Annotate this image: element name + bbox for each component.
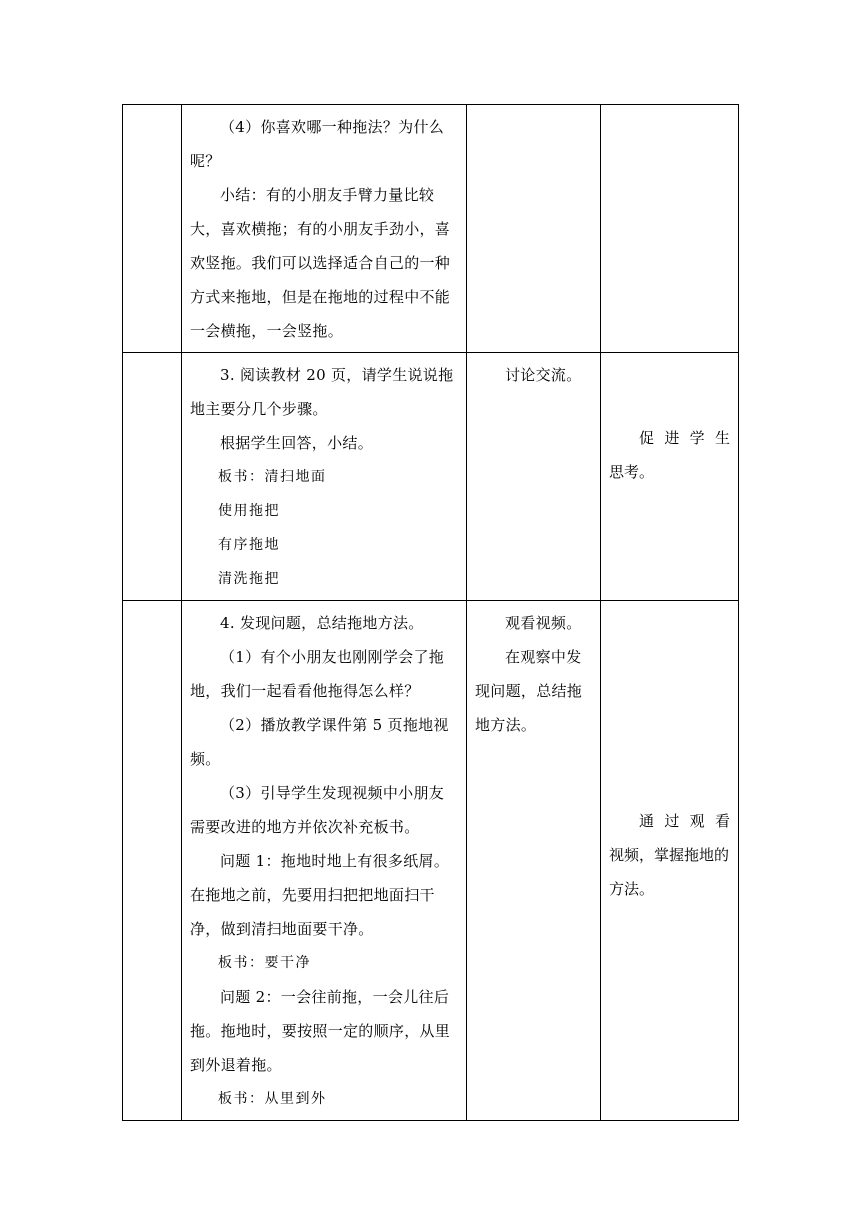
student-activity-cell: [467, 353, 601, 601]
purpose-text: 视频，掌握拖地的方法。: [609, 846, 730, 898]
purpose-text: 促进学生: [639, 429, 730, 447]
board-writing: 板书：从里到外: [218, 1091, 327, 1107]
design-purpose-cell: [601, 353, 739, 601]
board-writing: 板书：清扫地面: [218, 469, 327, 485]
table-row: [123, 601, 739, 1121]
teacher-text: 小结：有的小朋友手臂力量比较大，喜欢横拖；有的小朋友手劲小，喜欢竖拖。我们可以选择适合自己的一种方式来拖地，但是在拖地的过程中不能一会横拖，一会竖拖。: [190, 186, 451, 340]
board-writing: 使用拖把: [218, 503, 280, 519]
design-purpose-cell: [601, 105, 739, 353]
empty-cell: [123, 353, 182, 601]
teacher-text: （3）引导学生发现视频中小朋友需要改进的地方并依次补充板书。: [190, 784, 445, 836]
teacher-activity-cell: [182, 353, 467, 601]
table-row: [123, 105, 739, 353]
teacher-text: （1）有个小朋友也刚刚学会了拖地，我们一起看看他拖得怎么样？: [190, 648, 445, 700]
teacher-text: （4）你喜欢哪一种拖法？为什么呢？: [190, 118, 445, 170]
table-row: [123, 353, 739, 601]
board-writing: 清洗拖把: [218, 571, 280, 587]
purpose-text: 思考。: [609, 463, 655, 481]
teacher-text: 4. 发现问题，总结拖地方法。: [220, 614, 424, 632]
design-purpose-cell: [601, 601, 739, 1121]
teacher-text: 问题 2：一会往前拖，一会儿往后拖。拖地时，要按照一定的顺序，从里到外退着拖。: [190, 988, 451, 1074]
teacher-activity-cell: [182, 105, 467, 353]
student-activity-cell: [467, 601, 601, 1121]
student-text: 观看视频。: [505, 614, 582, 632]
teacher-text: 问题 1：拖地时地上有很多纸屑。在拖地之前，先要用扫把把地面扫干净，做到清扫地面要干净。: [190, 852, 450, 938]
empty-cell: [123, 601, 182, 1121]
teacher-text: 根据学生回答，小结。: [220, 434, 374, 452]
lesson-plan-table: [122, 104, 739, 1121]
board-writing: 有序拖地: [218, 537, 280, 553]
teacher-text: （2）播放教学课件第 5 页拖地视频。: [190, 716, 449, 768]
teacher-activity-cell: [182, 601, 467, 1121]
empty-cell: [123, 105, 182, 353]
teacher-text: 3. 阅读教材 20 页，请学生说说拖地主要分几个步骤。: [190, 366, 454, 418]
student-text: 讨论交流。: [505, 366, 582, 384]
purpose-text: 通过观看: [639, 812, 730, 830]
student-activity-cell: [467, 105, 601, 353]
board-writing: 板书：要干净: [218, 955, 311, 971]
student-text: 在观察中发现问题，总结拖地方法。: [475, 648, 583, 734]
